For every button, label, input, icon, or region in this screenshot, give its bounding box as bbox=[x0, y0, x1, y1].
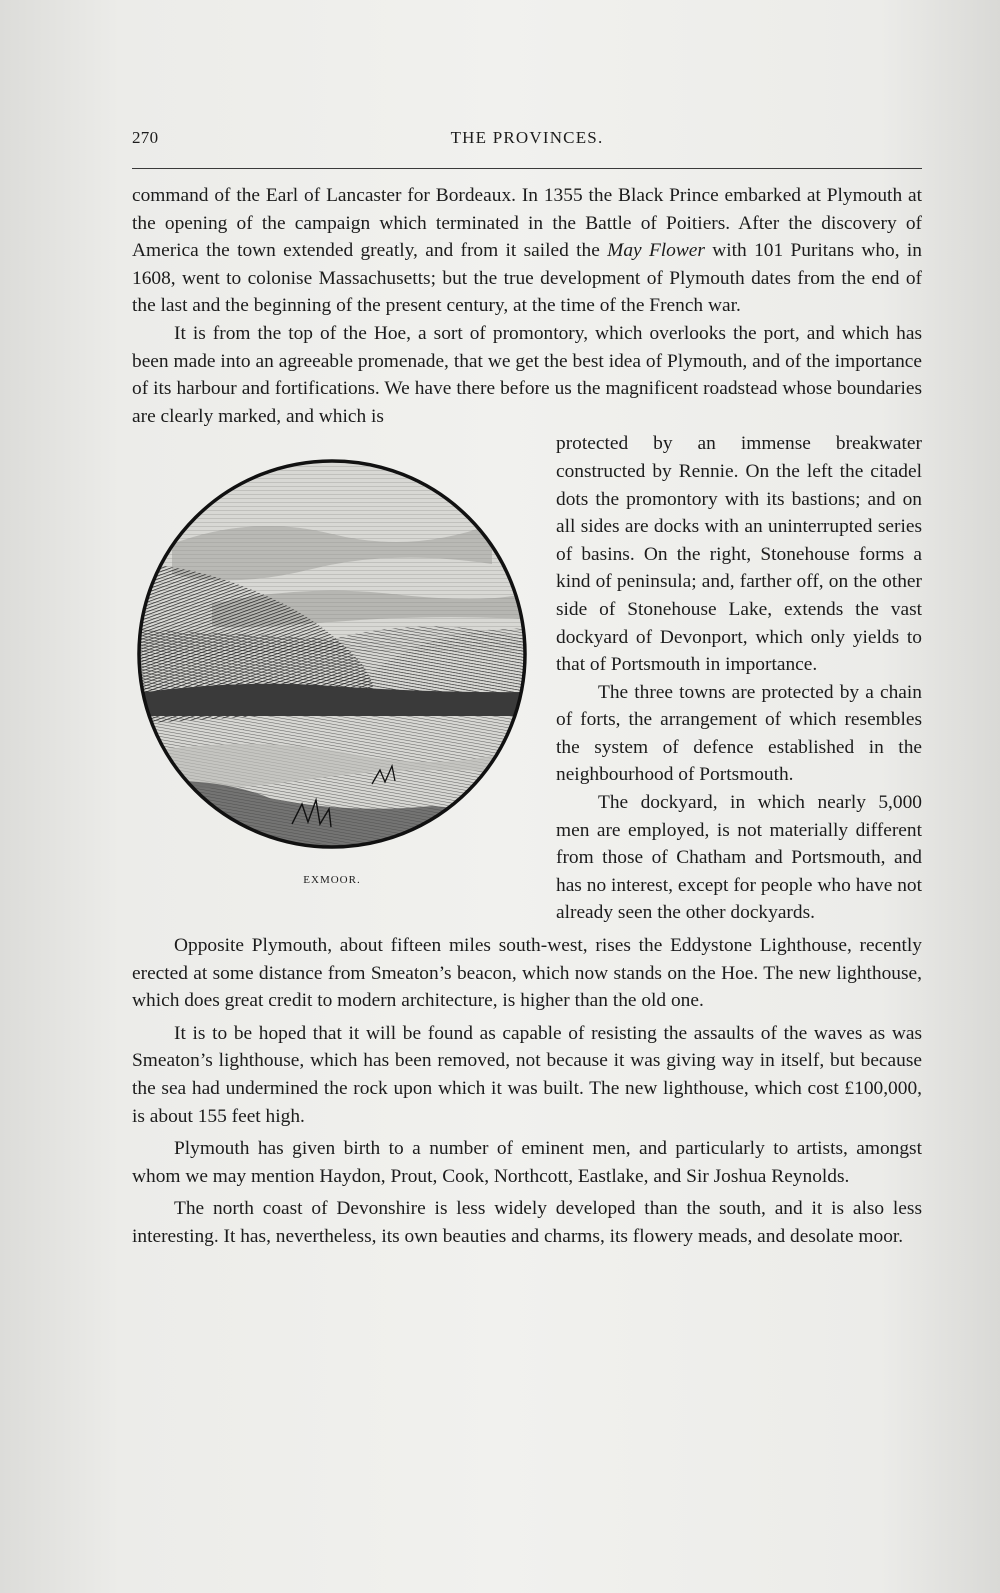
paragraph: It is from the top of the Hoe, a sort of promontory, which overlooks the port, and which has been made into an agreeable promenade, that we get the best idea of Plymouth, and of the importance of its harbour and fortifications. We have there before us the magnificent roadstead whose boundaries are clearly marked, and which is bbox=[132, 322, 922, 427]
paragraph: The three towns are protected by a chain of forts, the arrangement of which resembles the system of defence established in the neighbourhood of Portsmouth. bbox=[556, 681, 922, 786]
paragraph: command of the Earl of Lancaster for Bordeaux. In 1355 the Black Prince embarked at Plymouth at the opening of the campaign which terminated in the Battle of Poitiers. After the discovery of America the town extended greatly, and from it sailed the May Flower with 101 Puritans who, in 1608, went to colonise Massachusetts; but the true development of Plymouth dates from the end of the last and the beginning of the present century, at the time of the French war. bbox=[132, 185, 922, 317]
paragraph: The north coast of Devonshire is less widely developed than the south, and it is also less interesting. It has, nevertheless, its own beauties and charms, its flowery meads, and desolate moor. bbox=[132, 1198, 922, 1247]
body-text bbox=[132, 182, 922, 1251]
paragraph: Opposite Plymouth, about fifteen miles south-west, rises the Eddystone Lighthouse, recently erected at some distance from Smeaton’s beacon, which now stands on the Hoe. The new lighthouse, which does great credit to modern architecture, is higher than the old one. bbox=[132, 935, 922, 1012]
figure-caption: EXMOOR. bbox=[303, 874, 361, 887]
engraved-landscape-illustration bbox=[132, 454, 532, 854]
paragraph: The dockyard, in which nearly 5,000 men are employed, is not materially different from those of Chatham and Portsmouth, and has no interest, except for people who have not already seen the other dockyards. bbox=[556, 792, 922, 924]
paragraph: Plymouth has given birth to a number of eminent men, and particularly to artists, amongst whom we may mention Haydon, Prout, Cook, Northcott, Eastlake, and Sir Joshua Reynolds. bbox=[132, 1138, 922, 1187]
paragraph-continued: protected by an immense breakwater constructed by Rennie. On the left the citadel dots the promontory with its bastions; and on all sides are docks with an uninterrupted series of basins. On the right, Stonehouse forms a kind of peninsula; and, farther off, on the other side of Stonehouse Lake, extends the vast dockyard of Devonport, which only yields to that of Portsmouth in importance. bbox=[556, 433, 922, 676]
running-title: THE PROVINCES. bbox=[450, 128, 604, 147]
italic-ship-name: May Flower bbox=[607, 240, 705, 262]
page-number: 270 bbox=[132, 128, 159, 147]
running-head bbox=[132, 128, 922, 154]
header-rule bbox=[132, 168, 922, 169]
paragraph: It is to be hoped that it will be found as capable of resisting the assaults of the waves as was Smeaton’s lighthouse, which has been removed, not because it was giving way in itself, but because the sea had undermined the rock upon which it was built. The new lighthouse, which cost £100,000, is about 155 feet high. bbox=[132, 1022, 922, 1127]
figure-exmoor bbox=[132, 430, 542, 930]
